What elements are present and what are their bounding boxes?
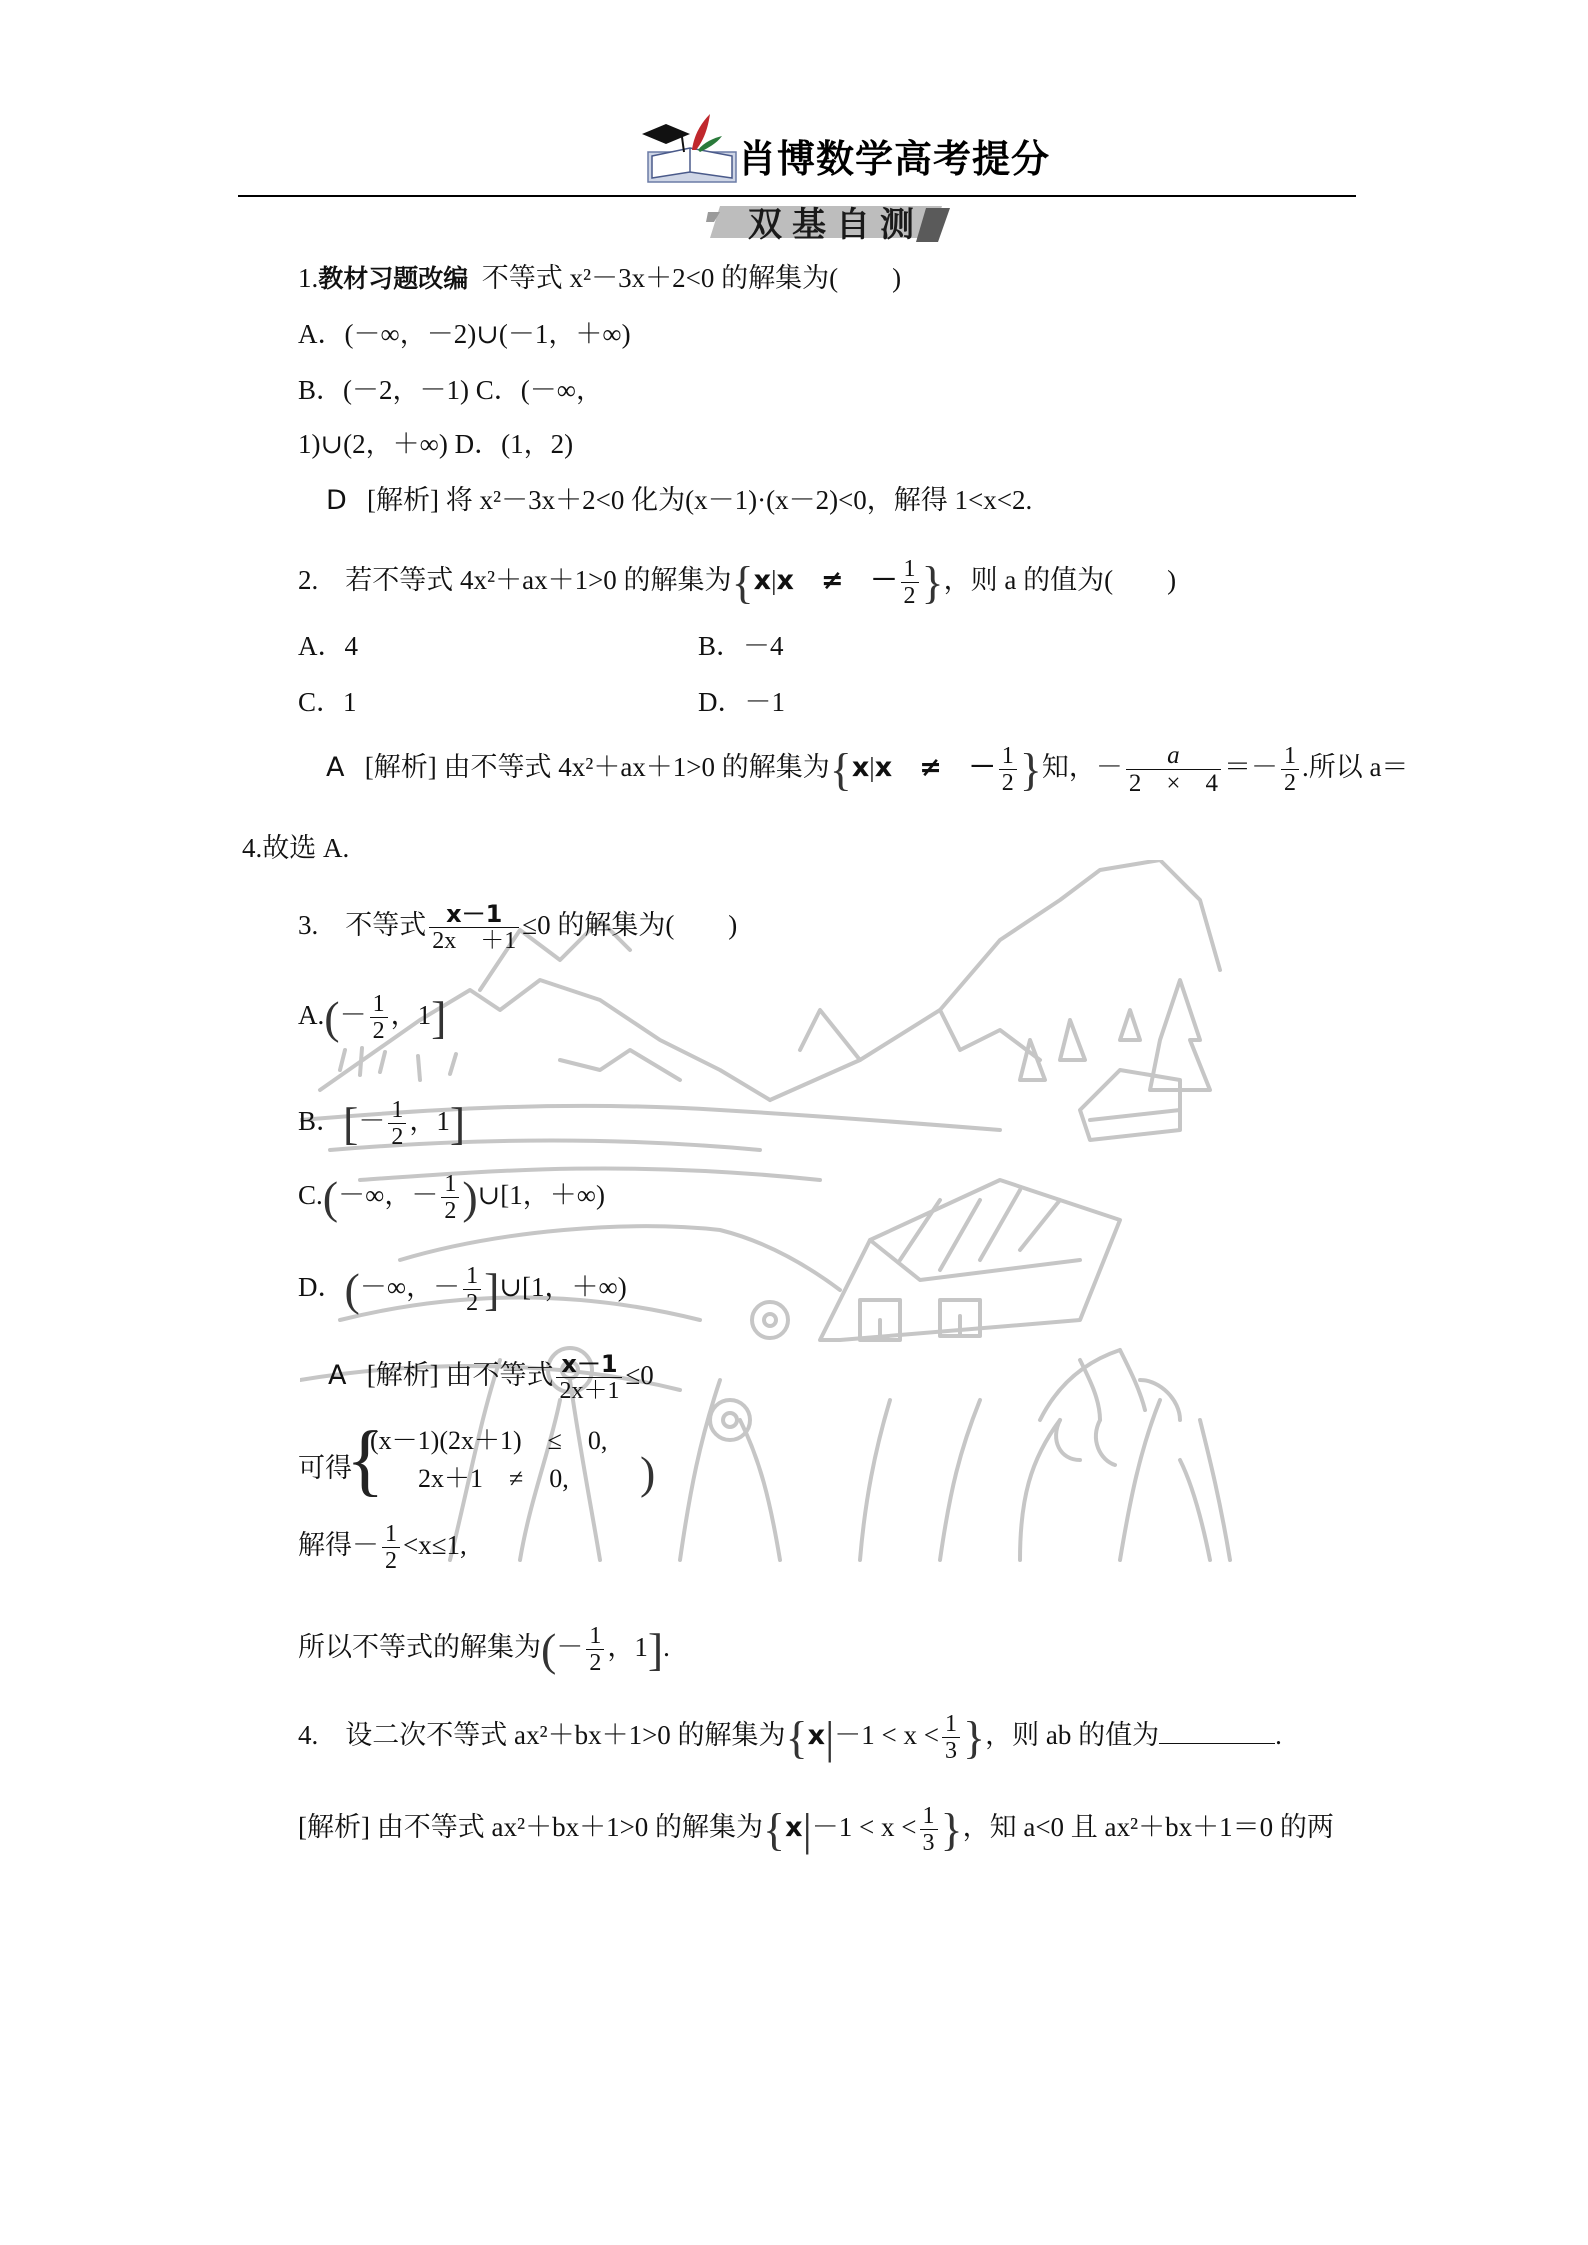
brand-name: 肖博数学高考提分 (738, 137, 1051, 181)
q4-set-condition: －1 < x < (834, 1720, 940, 1750)
q4-stem-tail: ，则 ab 的值为 (985, 1720, 1160, 1750)
q3-stem-tail: ≤0 的解集为( ) (522, 910, 738, 940)
q2-analysis-text: 由不等式 4x²＋ax＋1>0 的解集为 (443, 752, 830, 782)
q3-system-line-2: 2x＋1 ≠ 0, (418, 1464, 569, 1493)
q3-option-b: B．[－ $\frac{1}{2}$ ，1] (298, 1096, 466, 1151)
q2-analysis-fraction-half: $\frac{1}{2}$ (999, 743, 1017, 797)
q1-option-a: A．(－∞，－2)∪(－1，＋∞) (298, 319, 631, 349)
q4-set-var: x (807, 1720, 826, 1751)
q1-option-c-d: 1)∪(2，＋∞) D．(1，2) (298, 429, 574, 459)
section-title: 双基自测 (748, 205, 924, 245)
q2-analysis-fraction-result: $\frac{1}{2}$ (1281, 743, 1299, 797)
q3-analysis-tail: ≤0 (625, 1360, 654, 1390)
q2-analysis-set-condition: x ≠ － (874, 752, 996, 783)
q1-source-tag: 教材习题改编 (318, 264, 469, 293)
q1-number: 1. (298, 263, 319, 293)
q3-option-d-fraction: $\frac{1}{2}$ (463, 1263, 481, 1317)
q3-option-b-fraction: $\frac{1}{2}$ (388, 1097, 406, 1151)
q1-analysis (326, 480, 1032, 521)
q3-option-c-fraction: $\frac{1}{2}$ (441, 1171, 459, 1225)
q1-option-b-c: B．(－2，－1) C．(－∞， (298, 375, 603, 405)
q3-result: 所以不等式的解集为(－ $\frac{1}{2}$ ，1]. (298, 1622, 670, 1677)
q2-answer: A (326, 752, 345, 783)
q2-fraction: $\frac{1}{2}$ (901, 556, 919, 610)
q3-result-fraction: $\frac{1}{2}$ (586, 1623, 604, 1677)
q3-get-label: 可得 (298, 1453, 352, 1483)
q2-analysis: A [解析] 由不等式 4x²＋ax＋1>0 的解集为{x|x ≠ － $\frac{1}{2}$ }知，－ $\frac{a}{2 \times 4}$ ＝－ $\frac{1}{2}$ .所以 a＝ (326, 741, 1409, 798)
q3-stem (298, 890, 737, 960)
q4-analysis: [解析] 由不等式 ax²＋bx＋1>0 的解集为{x|－1 < x < $\frac{1}{3}$ }，知 a<0 且 ax²＋bx＋1＝0 的两 (298, 1802, 1334, 1857)
q2-analysis-mid: 知，－ (1041, 752, 1123, 782)
q2-option-a: A．4 (298, 631, 358, 661)
q3-analysis-fraction: $\frac{x-1}{2x+1}$ (556, 1351, 622, 1405)
q2-set-condition: x ≠ － (776, 565, 898, 596)
q4-analysis-set-var: x (785, 1812, 803, 1843)
q1-stem (298, 258, 901, 299)
q3-solve (298, 1510, 467, 1580)
q3-analysis-tag: [解析] (366, 1360, 439, 1390)
q3-system-line-1: (x－1)(2x＋1) ≤ 0, (370, 1426, 608, 1455)
q3-analysis-text: 由不等式 (445, 1360, 554, 1390)
q4-analysis-tag: [解析] (298, 1812, 370, 1842)
q3-stem-text: 3. 不等式 (298, 910, 427, 940)
q1-stem-text: 不等式 x²－3x＋2<0 的解集为( ) (481, 263, 902, 293)
q2-analysis-eq: ＝－ (1223, 752, 1278, 782)
q3-option-c-label: C. (298, 1180, 323, 1210)
q4-analysis-set-condition: －1 < x < (811, 1812, 917, 1842)
q3-option-c: C.(－∞，－ $\frac{1}{2}$ )∪[1，＋∞) (298, 1170, 606, 1225)
q4-analysis-text: 由不等式 ax²＋bx＋1>0 的解集为 (376, 1812, 764, 1842)
q3-system (370, 1422, 607, 1498)
q3-solve-text: 解得－ (298, 1530, 379, 1560)
q2-option-d: D．－1 (698, 687, 785, 717)
q3-answer: A (328, 1360, 347, 1391)
q1-answer: D (326, 485, 347, 516)
q3-solve-fraction: $\frac{1}{2}$ (382, 1521, 400, 1575)
q3-solve-tail: <x≤1, (403, 1530, 467, 1560)
q2-set-var: x (753, 565, 772, 596)
q4-analysis-tail: ，知 a<0 且 ax²＋bx＋1＝0 的两 (962, 1812, 1334, 1842)
q2-stem: 2. 若不等式 4x²＋ax＋1>0 的解集为{x|x ≠ － $\frac{1}{2}$ }，则 a 的值为( ) (298, 555, 1177, 610)
q3-option-a-label: A. (298, 1000, 325, 1030)
q3-option-b-label: B． (298, 1106, 344, 1136)
q3-option-a: A.(－ $\frac{1}{2}$ ，1] (298, 990, 447, 1045)
brand-logo (638, 112, 742, 188)
q2-option-c: C．1 (298, 687, 357, 717)
q3-option-d: D．(－∞，－ $\frac{1}{2}$ ]∪[1，＋∞) (298, 1262, 627, 1317)
q2-stem-tail: ，则 a 的值为( ) (943, 565, 1177, 595)
q2-analysis-fraction-a: $\frac{a}{2 \times 4}$ (1126, 742, 1221, 798)
q3-option-d-label: D． (298, 1272, 345, 1302)
q1-analysis-text: 将 x²－3x＋2<0 化为(x－1)·(x－2)<0，解得 1<x<2. (445, 485, 1033, 515)
q1-analysis-tag: [解析] (367, 485, 440, 515)
q4-stem-text: 4. 设二次不等式 ax²＋bx＋1>0 的解集为 (298, 1720, 786, 1750)
q2-analysis-set-var: x (851, 752, 870, 783)
q4-analysis-fraction: $\frac{1}{3}$ (920, 1803, 938, 1857)
q3-result-text: 所以不等式的解集为 (298, 1632, 541, 1662)
q3-system-brace: { (346, 1416, 385, 1504)
q2-analysis-tail: .所以 a＝ (1301, 752, 1409, 782)
q2-stem-text: 2. 若不等式 4x²＋ax＋1>0 的解集为 (298, 565, 732, 595)
q4-fraction: $\frac{1}{3}$ (942, 1711, 960, 1765)
q3-analysis (328, 1340, 654, 1411)
q4-answer-blank (1159, 1719, 1275, 1744)
q2-analysis-continued: 4.故选 A. (242, 833, 350, 863)
q2-analysis-tag: [解析] (364, 752, 437, 782)
q3-stem-fraction: $\frac{x-1}{2x +1}$ (429, 901, 519, 955)
q2-option-b: B．－4 (698, 631, 784, 661)
q4-stem: 4. 设二次不等式 ax²＋bx＋1>0 的解集为{x|－1 < x < $\frac{1}{3}$ }，则 ab 的值为 . (298, 1710, 1282, 1765)
q3-system-close: ) (640, 1447, 656, 1498)
q3-option-a-fraction: $\frac{1}{2}$ (370, 991, 388, 1045)
